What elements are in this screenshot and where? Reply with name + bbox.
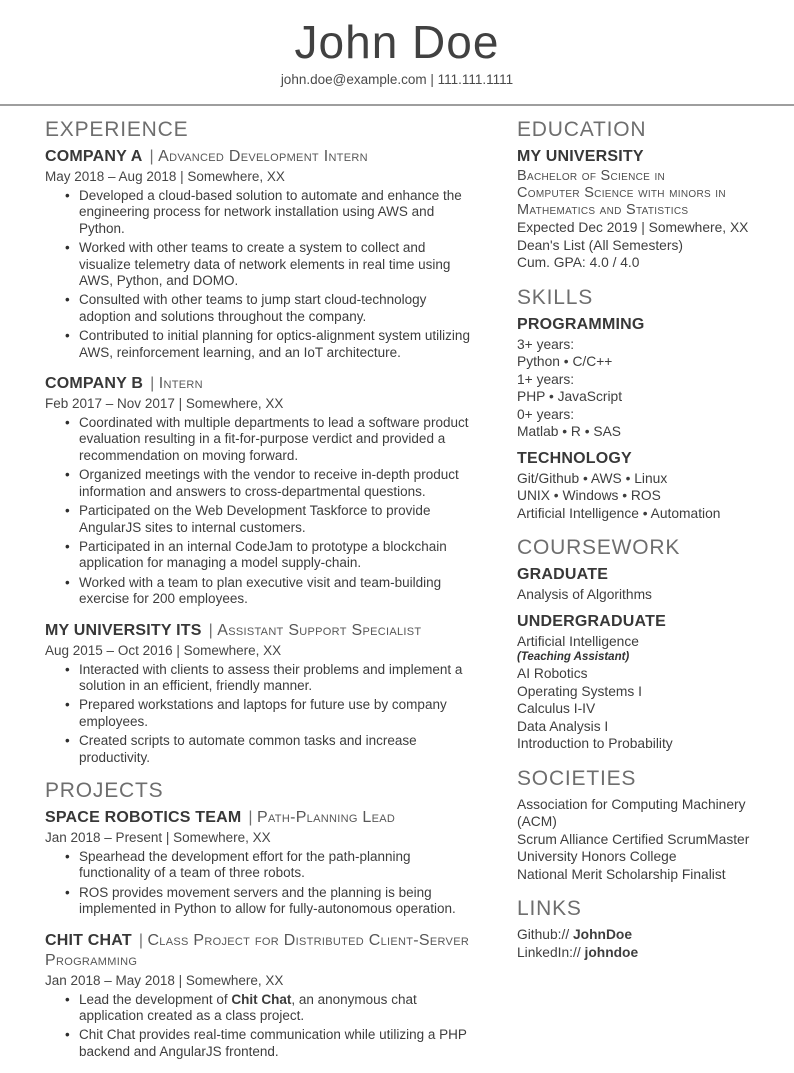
bullet-list	[45, 992, 470, 1061]
bullet-list	[45, 662, 470, 766]
heading-separator: |	[208, 621, 218, 639]
text-line	[517, 700, 750, 718]
text-segment: Github://	[517, 927, 573, 942]
note-line: (Teaching Assistant)	[517, 651, 630, 663]
person-name: John Doe	[294, 16, 500, 68]
entry	[45, 931, 470, 1061]
linkedin-link[interactable]	[517, 944, 750, 962]
text-segment: PHP • JavaScript	[517, 389, 623, 404]
entry	[45, 621, 470, 766]
bullet-item	[79, 662, 470, 695]
entry-heading	[45, 374, 470, 394]
text-segment: UNIX • Windows • ROS	[517, 488, 661, 503]
text-line	[517, 336, 750, 354]
text-line	[517, 735, 750, 753]
section-education	[517, 118, 750, 272]
text-segment: Analysis of Algorithms	[517, 587, 652, 602]
role-title: Class Project for Distributed Client-Server Programming	[45, 931, 470, 969]
role-title: Advanced Development Intern	[158, 148, 368, 165]
section-projects	[45, 779, 470, 1060]
bullet-item	[79, 415, 470, 464]
text-line	[517, 219, 750, 237]
text-segment: Participated on the Web Development Taskforce to provide AngularJS sites to internal customers.	[79, 503, 431, 535]
block	[517, 796, 750, 884]
text-line	[517, 665, 750, 683]
text-line	[517, 831, 750, 849]
section-coursework	[517, 536, 750, 753]
text-segment: 3+ years:	[517, 336, 575, 352]
text-segment: Artificial Intelligence	[517, 633, 639, 649]
text-line	[517, 633, 750, 651]
text-segment: 1+ years:	[517, 371, 575, 387]
text-segment: ROS provides movement servers and the planning is being implemented in Python to allow for fully-autonomous operation.	[79, 884, 456, 917]
bullet-item	[79, 885, 470, 918]
block	[517, 612, 750, 753]
bullet-item	[79, 292, 470, 325]
text-line	[517, 848, 750, 866]
bullet-item	[79, 733, 470, 766]
text-segment: Organized meetings with the vendor to receive in-depth product information and answers to cross-departmental questions.	[79, 467, 459, 499]
organization-name: MY UNIVERSITY ITS	[45, 621, 202, 639]
bullet-item	[79, 1027, 470, 1060]
github-link[interactable]	[517, 926, 750, 944]
text-segment: Chit Chat	[231, 991, 292, 1007]
text-segment: AI Robotics	[517, 666, 588, 681]
text-segment: JohnDoe	[572, 927, 633, 942]
entry-heading	[45, 808, 470, 828]
text-line	[517, 406, 750, 424]
text-segment: Matlab • R • SAS	[517, 424, 621, 439]
text-segment: University Honors College	[517, 849, 677, 864]
section-experience	[45, 118, 470, 766]
role-title: Assistant Support Specialist	[217, 621, 422, 639]
text-line	[517, 796, 750, 831]
text-line	[517, 683, 750, 701]
section-title-links: LINKS	[517, 897, 582, 920]
text-segment: Created scripts to automate common tasks and increase productivity.	[79, 733, 417, 765]
right-column	[517, 118, 750, 1073]
bullet-item	[79, 503, 470, 536]
role-title: Path-Planning Lead	[257, 808, 396, 826]
block	[517, 926, 750, 961]
entry-dates-location: May 2018 – Aug 2018 | Somewhere, XX	[45, 169, 285, 184]
block	[517, 315, 750, 441]
degree-line: Mathematics and Statistics	[517, 202, 689, 218]
heading-separator: |	[248, 808, 258, 826]
text-segment: Participated in an internal CodeJam to prototype a blockchain application for managing a model supply-chain.	[79, 538, 447, 571]
text-line	[517, 718, 750, 736]
entry-dates-location: Jan 2018 – Present | Somewhere, XX	[45, 829, 271, 845]
text-segment: , an anonymous chat application created as a class project.	[79, 991, 417, 1023]
bullet-list	[45, 188, 470, 361]
section-title-coursework: COURSEWORK	[517, 536, 681, 559]
section-skills	[517, 286, 750, 523]
entry-dates-location: Feb 2017 – Nov 2017 | Somewhere, XX	[45, 396, 284, 412]
bullet-item	[79, 467, 470, 500]
text-line	[517, 388, 750, 406]
text-segment: LinkedIn://	[517, 944, 585, 960]
text-segment: Developed a cloud-based solution to automate and enhance the engineering process for network installation using AWS and Python.	[79, 188, 462, 236]
resume-header	[0, 0, 794, 106]
section-title-skills: SKILLS	[517, 285, 594, 309]
entry	[45, 147, 470, 361]
block-heading: PROGRAMMING	[517, 315, 645, 333]
organization-name: CHIT CHAT	[45, 931, 132, 949]
entry-heading	[45, 931, 470, 971]
section-societies	[517, 767, 750, 884]
degree-line: Bachelor of Science in	[517, 168, 666, 184]
block	[517, 449, 750, 523]
bullet-list	[45, 415, 470, 607]
section-links	[517, 897, 750, 961]
bullet-item	[79, 697, 470, 730]
text-segment: Association for Computing Machinery (ACM)	[517, 796, 746, 829]
text-segment: 0+ years:	[517, 406, 575, 422]
text-line	[517, 866, 750, 884]
organization-name: COMPANY B	[45, 375, 144, 393]
block-heading: MY UNIVERSITY	[517, 148, 644, 165]
text-segment: Interacted with clients to assess their problems and implement a solution in an efficient, friendly manner.	[79, 661, 463, 693]
degree-line: Computer Science with minors in	[517, 185, 726, 201]
text-line	[517, 487, 750, 505]
text-line	[517, 237, 750, 255]
text-line	[517, 423, 750, 441]
text-segment: Prepared workstations and laptops for future use by company employees.	[79, 697, 447, 729]
block-heading: UNDERGRADUATE	[517, 612, 666, 630]
text-segment: Spearhead the development effort for the path-planning functionality of a team of three robots.	[79, 848, 411, 881]
organization-name: SPACE ROBOTICS TEAM	[45, 808, 242, 826]
text-line	[517, 470, 750, 488]
bullet-item	[79, 992, 470, 1025]
text-line	[517, 353, 750, 371]
text-segment: Dean's List (All Semesters)	[517, 237, 683, 253]
text-segment: Introduction to Probability	[517, 736, 673, 751]
text-segment: Artificial Intelligence • Automation	[517, 505, 721, 521]
text-segment: Contributed to initial planning for optics-alignment system utilizing AWS, reinforcement learning, and an IoT architecture.	[79, 328, 470, 360]
block	[517, 565, 750, 604]
section-title-experience: EXPERIENCE	[45, 118, 189, 141]
text-segment: Scrum Alliance Certified ScrumMaster	[517, 831, 750, 847]
entry-heading	[45, 147, 470, 167]
bullet-item	[79, 849, 470, 882]
text-line	[517, 371, 750, 389]
bullet-item	[79, 539, 470, 572]
text-segment: Cum. GPA: 4.0 / 4.0	[517, 255, 640, 270]
bullet-item	[79, 575, 470, 608]
contact-info: john.doe@example.com | 111.111.1111	[280, 72, 514, 87]
bullet-item	[79, 188, 470, 237]
entry-dates-location: Aug 2015 – Oct 2016 | Somewhere, XX	[45, 642, 282, 658]
left-column	[45, 118, 470, 1073]
role-title: Intern	[158, 375, 203, 393]
bullet-item	[79, 328, 470, 361]
text-segment: Worked with a team to plan executive visit and team-building exercise for 200 employees.	[79, 574, 442, 607]
text-segment: Lead the development of	[79, 991, 232, 1007]
bullet-item	[79, 240, 470, 289]
text-segment: Data Analysis I	[517, 718, 609, 734]
text-segment: Coordinated with multiple departments to lead a software product evaluation resulting in a fit-for-purpose verdict and provided a recommendation on moving forward.	[79, 415, 469, 463]
heading-separator: |	[150, 375, 159, 393]
text-segment: Calculus I-IV	[517, 701, 596, 716]
heading-separator: |	[149, 148, 159, 165]
heading-separator: |	[138, 931, 148, 949]
columns-container	[0, 106, 794, 1073]
organization-name: COMPANY A	[45, 148, 143, 165]
entry-heading	[45, 621, 470, 641]
text-segment: Consulted with other teams to jump start cloud-technology adoption and solutions throughout the company.	[79, 292, 427, 324]
section-title-education: EDUCATION	[517, 118, 647, 141]
block	[517, 147, 750, 272]
section-title-societies: SOCIETIES	[517, 766, 637, 790]
text-segment: Operating Systems I	[517, 683, 642, 699]
entry-dates-location: Jan 2018 – May 2018 | Somewhere, XX	[45, 972, 284, 988]
section-title-projects: PROJECTS	[45, 778, 164, 802]
text-segment: National Merit Scholarship Finalist	[517, 866, 726, 882]
text-segment: Git/Github • AWS • Linux	[517, 470, 668, 486]
text-segment: Worked with other teams to create a system to collect and visualize telemetry data of network elements in real time using AWS, Python, and DOMO.	[79, 240, 451, 289]
text-line	[517, 505, 750, 523]
bullet-list	[45, 849, 470, 918]
entry	[45, 374, 470, 607]
text-segment: johndoe	[584, 944, 639, 960]
text-segment: Python • C/C++	[517, 354, 613, 369]
block-heading: TECHNOLOGY	[517, 449, 632, 467]
entry	[45, 808, 470, 918]
text-segment: Expected Dec 2019 | Somewhere, XX	[517, 220, 749, 235]
text-line	[517, 254, 750, 272]
block-heading: GRADUATE	[517, 566, 609, 583]
text-segment: Chit Chat provides real-time communication while utilizing a PHP backend and AngularJS frontend.	[79, 1027, 467, 1059]
text-line	[517, 586, 750, 604]
